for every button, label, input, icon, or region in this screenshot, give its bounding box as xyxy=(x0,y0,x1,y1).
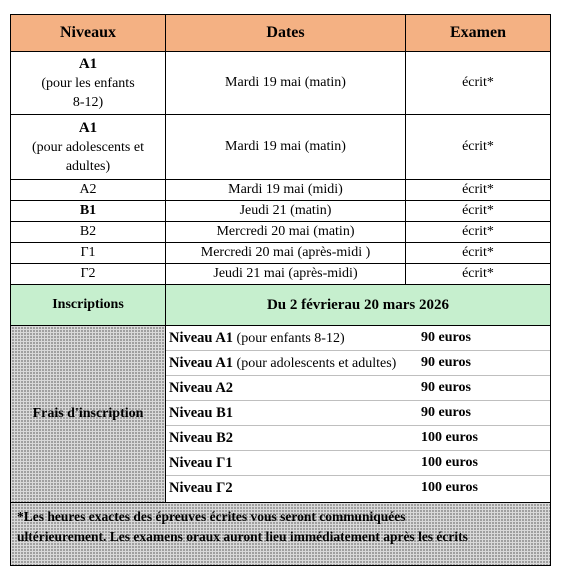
date-cell: Mardi 19 mai (midi) xyxy=(166,180,406,201)
exam-cell: écrit* xyxy=(406,222,551,243)
date-cell: Mercredi 20 mai (après-midi ) xyxy=(166,243,406,264)
fee-desc: (pour enfants 8-12) xyxy=(236,330,345,346)
level-cell xyxy=(11,52,166,115)
exam-cell: écrit* xyxy=(406,115,551,180)
date-cell: Mardi 19 mai (matin) xyxy=(166,52,406,115)
exam-cell: écrit* xyxy=(406,264,551,285)
footnote xyxy=(11,503,551,566)
fee-level: Niveau B1 xyxy=(169,404,234,421)
fee-desc: (pour adolescents et adultes) xyxy=(236,355,397,371)
level-cell xyxy=(11,115,166,180)
level-sub: (pour les enfants xyxy=(41,75,135,91)
table-row xyxy=(11,243,551,264)
exam-cell: écrit* xyxy=(406,201,551,222)
fee-price: 100 euros xyxy=(421,426,550,451)
date-cell: Jeudi 21 (matin) xyxy=(166,201,406,222)
table-row xyxy=(11,115,551,180)
level-cell: B1 xyxy=(11,201,166,222)
fee-level: Niveau B2 xyxy=(169,429,234,446)
level-sub: (pour adolescents et xyxy=(32,139,144,155)
header-niveaux: Niveaux xyxy=(11,15,166,52)
level-cell: Γ1 xyxy=(11,243,166,264)
level-sub: 8-12) xyxy=(72,94,104,110)
exam-cell: écrit* xyxy=(406,180,551,201)
level-cell: Γ2 xyxy=(11,264,166,285)
table-row xyxy=(11,201,551,222)
fees-label: Frais d'inscription xyxy=(11,326,166,503)
fee-price: 100 euros xyxy=(421,451,550,476)
fee-price: 90 euros xyxy=(421,326,550,351)
table-row xyxy=(11,222,551,243)
fees-list xyxy=(166,326,550,500)
level-cell: B2 xyxy=(11,222,166,243)
header-examen: Examen xyxy=(406,15,551,52)
fee-price: 100 euros xyxy=(421,480,478,495)
level-code: A1 xyxy=(78,119,98,136)
fee-item xyxy=(166,476,550,501)
date-cell: Mardi 19 mai (matin) xyxy=(166,115,406,180)
fee-level: Niveau Γ2 xyxy=(169,479,233,496)
fee-item xyxy=(166,426,550,451)
fee-level: Niveau Γ1 xyxy=(169,454,233,471)
fees-cell xyxy=(166,326,551,503)
inscriptions-label: Inscriptions xyxy=(11,285,166,326)
fee-item xyxy=(166,351,550,376)
table-row xyxy=(11,52,551,115)
note-row xyxy=(11,503,551,566)
date-cell: Mercredi 20 mai (matin) xyxy=(166,222,406,243)
exam-schedule xyxy=(10,14,550,566)
level-cell: A2 xyxy=(11,180,166,201)
table-row xyxy=(11,264,551,285)
fee-item xyxy=(166,451,550,476)
level-code: A1 xyxy=(78,55,98,72)
footnote-line: *Les heures exactes des épreuves écrites vous seront communiquées xyxy=(17,509,406,524)
fee-price: 90 euros xyxy=(421,376,550,401)
header-row xyxy=(11,15,551,52)
date-cell: Jeudi 21 mai (après-midi) xyxy=(166,264,406,285)
exam-cell: écrit* xyxy=(406,52,551,115)
header-dates: Dates xyxy=(166,15,406,52)
inscriptions-period: Du 2 févrierau 20 mars 2026 xyxy=(166,285,551,326)
fee-level: Niveau A2 xyxy=(169,379,234,396)
fee-price: 90 euros xyxy=(421,351,550,376)
schedule-table xyxy=(10,14,551,566)
fee-price: 90 euros xyxy=(421,401,550,426)
exam-cell: écrit* xyxy=(406,243,551,264)
fees-row xyxy=(11,326,551,503)
table-row xyxy=(11,180,551,201)
fee-item xyxy=(166,401,550,426)
inscriptions-row xyxy=(11,285,551,326)
fee-level: Niveau A1 xyxy=(169,329,234,346)
level-sub: adultes) xyxy=(65,158,111,174)
fee-item xyxy=(166,326,550,351)
fee-item xyxy=(166,376,550,401)
fee-level: Niveau A1 xyxy=(169,354,234,371)
footnote-line: ultérieurement. Les examens oraux auront lieu immédiatement après les écrits xyxy=(17,529,468,544)
